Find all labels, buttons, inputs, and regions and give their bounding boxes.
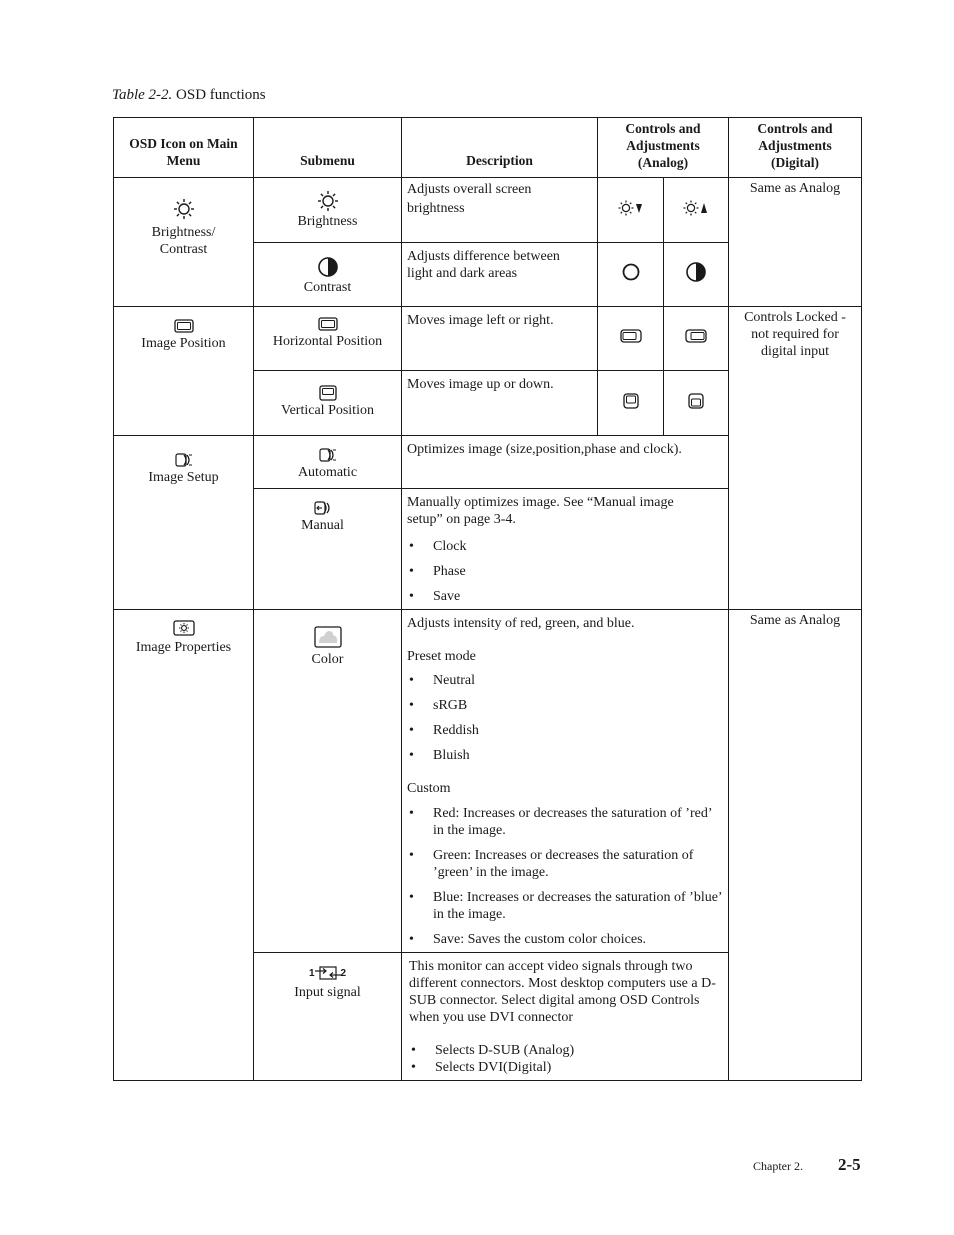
list-item: • Save: Saves the custom color choices. <box>407 931 723 948</box>
header-analog: Controls and Adjustments (Analog) <box>598 118 729 178</box>
preset-bullet-list <box>407 668 723 768</box>
control-vertical-up <box>598 371 664 436</box>
header-digital: Controls and Adjustments (Digital) <box>729 118 862 178</box>
table-caption-label: Table 2-2. <box>112 87 173 103</box>
submenu-vertical-position <box>254 371 402 436</box>
control-brightness-down <box>598 178 664 243</box>
image-properties-icon <box>173 620 195 636</box>
description-horizontal-position: Moves image left or right. <box>402 307 598 371</box>
image-setup-icon <box>314 501 332 515</box>
submenu-automatic <box>254 436 402 489</box>
list-item: • Selects DVI(Digital) <box>409 1059 723 1076</box>
submenu-color <box>254 610 402 953</box>
control-brightness-up <box>664 178 729 243</box>
footer-page-number: 2-5 <box>838 1155 861 1174</box>
preset-mode-heading: Preset mode <box>407 649 476 664</box>
list-item: • Phase <box>407 559 723 584</box>
submenu-manual-label: Manual <box>301 518 344 533</box>
submenu-input-signal <box>254 953 402 1081</box>
monitor-frame-icon <box>623 393 639 409</box>
custom-bullet-list <box>407 805 723 948</box>
manual-bullet-list <box>407 534 723 609</box>
description-manual: Manually optimizes image. See “Manual image setup” on page 3-4. • Clock • Phase • Save <box>402 489 729 610</box>
table-caption-text: OSD functions <box>176 87 266 103</box>
image-setup-icon <box>319 448 337 462</box>
input-signal-icon: 1 2 <box>308 967 347 979</box>
monitor-frame-icon <box>688 393 704 409</box>
description-brightness: Adjusts overall screen brightness <box>402 178 598 243</box>
submenu-vertical-position-label: Vertical Position <box>281 403 374 418</box>
header-description: Description <box>402 118 598 178</box>
submenu-contrast-label: Contrast <box>303 280 352 295</box>
monitor-frame-icon <box>685 329 707 343</box>
list-item: • Red: Increases or decreases the saturation of ’red’ in the image. <box>407 805 723 839</box>
submenu-automatic-label: Automatic <box>297 465 358 480</box>
half-circle-icon <box>685 261 707 283</box>
list-item: • Reddish <box>407 718 723 743</box>
description-contrast: Adjusts difference between light and dark areas <box>402 243 598 307</box>
submenu-input-signal-label: Input signal <box>294 985 361 1000</box>
list-item: • Save <box>407 584 723 609</box>
header-icon: OSD Icon on Main Menu <box>114 118 254 178</box>
monitor-frame-icon <box>319 385 337 401</box>
digital-image-position: Controls Locked - not required for digital input <box>729 307 862 610</box>
submenu-brightness-label: Brightness <box>297 214 358 229</box>
list-item: • Selects D-SUB (Analog) <box>409 1042 723 1059</box>
main-brightness-contrast-label: Brightness/ Contrast <box>151 225 216 257</box>
table-row <box>114 610 862 953</box>
sun-icon <box>173 198 195 220</box>
submenu-horizontal-position <box>254 307 402 371</box>
monitor-frame-icon <box>318 317 338 331</box>
main-brightness-contrast <box>114 178 254 307</box>
header-submenu: Submenu <box>254 118 402 178</box>
control-contrast-high <box>664 243 729 307</box>
list-item: • Clock <box>407 534 723 559</box>
main-image-setup-label: Image Setup <box>148 470 219 485</box>
main-image-position <box>114 307 254 436</box>
footer-chapter: Chapter 2. <box>753 1159 803 1173</box>
table-caption <box>112 87 266 104</box>
submenu-brightness <box>254 178 402 243</box>
osd-functions-table <box>113 117 862 1081</box>
sun-down-icon <box>618 199 644 217</box>
list-item: • Green: Increases or decreases the saturation of ’green’ in the image. <box>407 847 723 881</box>
list-item: • Blue: Increases or decreases the saturation of ’blue’ in the image. <box>407 889 723 923</box>
sun-icon <box>317 190 339 212</box>
submenu-color-label: Color <box>311 652 344 667</box>
control-horizontal-left <box>598 307 664 371</box>
submenu-contrast <box>254 243 402 307</box>
digital-image-properties: Same as Analog <box>729 610 862 1081</box>
description-automatic: Optimizes image (size,position,phase and clock). <box>402 436 729 489</box>
color-swatch-icon <box>314 626 342 648</box>
table-row <box>114 178 862 243</box>
main-image-properties-label: Image Properties <box>135 640 232 655</box>
description-color: Adjusts intensity of red, green, and blue. Preset mode • Neutral • sRGB • Reddish • Bluish Custom • Red: Increases or decreases the saturation of ’red’ in the image. • Green: Increases or decreases the saturation of ’green’ in the image. • Blue: Increases or decreases the saturation of ’blue’ in the image. • Save: Saves the custom color choices. <box>402 610 729 953</box>
list-item: • Bluish <box>407 743 723 768</box>
control-contrast-low <box>598 243 664 307</box>
description-vertical-position: Moves image up or down. <box>402 371 598 436</box>
digital-brightness-contrast: Same as Analog <box>729 178 862 307</box>
list-item: • sRGB <box>407 693 723 718</box>
submenu-manual <box>254 489 402 610</box>
input-bullet-list <box>409 1042 723 1076</box>
half-circle-icon <box>317 256 339 278</box>
submenu-horizontal-position-label: Horizontal Position <box>272 334 383 349</box>
image-setup-icon <box>175 453 193 467</box>
main-image-setup <box>114 436 254 610</box>
monitor-frame-icon <box>620 329 642 343</box>
table-row <box>114 307 862 371</box>
sun-up-icon <box>683 199 709 217</box>
monitor-frame-icon <box>174 319 194 333</box>
table-header-row <box>114 118 862 178</box>
control-vertical-down <box>664 371 729 436</box>
description-input-signal: This monitor can accept video signals through two different connectors. Most desktop computers use a D-SUB connector. Select digital among OSD Controls when you use DVI connector • Selects D-SUB (Analog) • Selects DVI(Digital) <box>402 953 729 1081</box>
custom-heading: Custom <box>407 781 451 796</box>
circle-outline-icon <box>621 262 641 282</box>
list-item: • Neutral <box>407 668 723 693</box>
main-image-position-label: Image Position <box>141 336 226 351</box>
control-horizontal-right <box>664 307 729 371</box>
main-image-properties <box>114 610 254 1081</box>
